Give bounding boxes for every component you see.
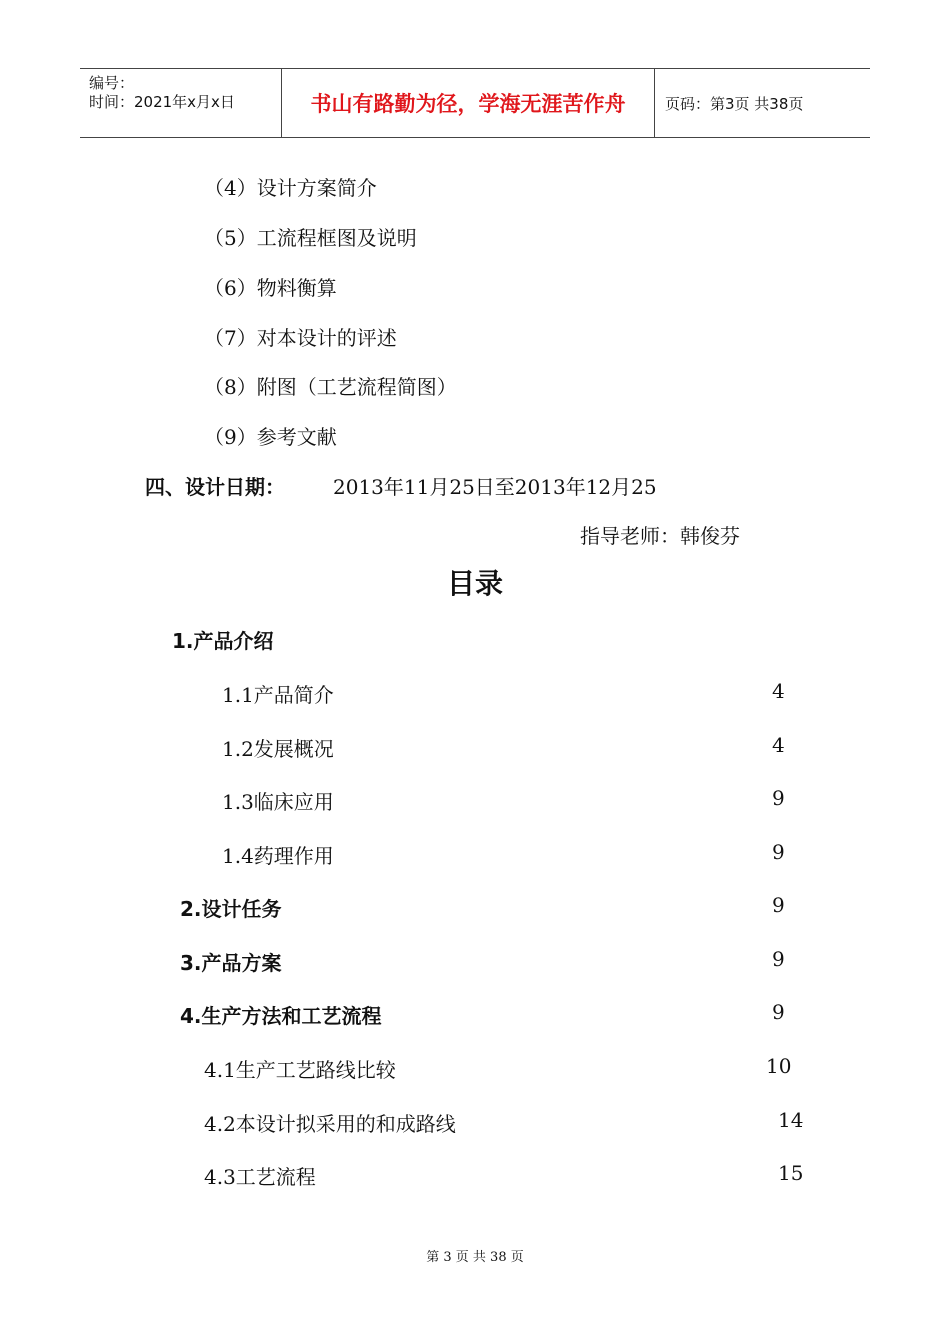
toc-entry: 1.4药理作用 xyxy=(222,844,334,868)
toc-entry: 4.生产方法和工艺流程 xyxy=(180,1004,382,1028)
toc-page-number: 9 xyxy=(772,947,785,971)
toc-entry: 4.2本设计拟采用的和成路线 xyxy=(204,1112,456,1136)
toc-page-number: 9 xyxy=(772,1000,785,1024)
toc-entry: 4.3工艺流程 xyxy=(204,1165,316,1189)
toc-entry: 1.2发展概况 xyxy=(222,737,334,761)
toc-entry: 4.1生产工艺路线比较 xyxy=(204,1058,396,1082)
toc-entry: 1.产品介绍 xyxy=(172,629,274,653)
design-date-label: 四、设计日期： xyxy=(145,475,285,499)
contents-item: （9）参考文献 xyxy=(204,425,337,449)
contents-item: （6）物料衡算 xyxy=(204,276,337,300)
code-label: 编号： xyxy=(89,74,135,92)
contents-item: （8）附图（工艺流程简图） xyxy=(204,375,457,399)
header-page-info: 页码：第3页 共38页 xyxy=(665,94,804,113)
toc-entry: 1.3临床应用 xyxy=(222,790,334,814)
toc-title: 目录 xyxy=(446,567,503,600)
design-date-value: 2013年11月25日至2013年12月25 xyxy=(333,475,657,499)
advisor: 指导老师：韩俊芬 xyxy=(580,524,740,548)
toc-entry: 2.设计任务 xyxy=(180,897,282,921)
toc-page-number: 9 xyxy=(772,840,785,864)
time-label: 时间：2021年x月x日 xyxy=(89,93,235,111)
toc-entry: 1.1产品简介 xyxy=(222,683,334,707)
contents-item: （4）设计方案简介 xyxy=(204,176,377,200)
contents-item: （5）工流程框图及说明 xyxy=(204,226,417,250)
contents-item: （7）对本设计的评述 xyxy=(204,326,397,350)
toc-page-number: 4 xyxy=(772,679,785,703)
toc-page-number: 15 xyxy=(778,1161,804,1185)
toc-page-number: 9 xyxy=(772,786,785,810)
page-footer: 第 3 页 共 38 页 xyxy=(426,1250,524,1265)
toc-page-number: 4 xyxy=(772,733,785,757)
toc-page-number: 10 xyxy=(766,1054,792,1078)
toc-entry: 3.产品方案 xyxy=(180,951,282,975)
header-table xyxy=(80,68,870,138)
toc-page-number: 9 xyxy=(772,893,785,917)
toc-page-number: 14 xyxy=(778,1108,804,1132)
header-motto: 书山有路勤为径，学海无涯苦作舟 xyxy=(282,69,655,137)
header-meta-cell xyxy=(80,69,282,137)
